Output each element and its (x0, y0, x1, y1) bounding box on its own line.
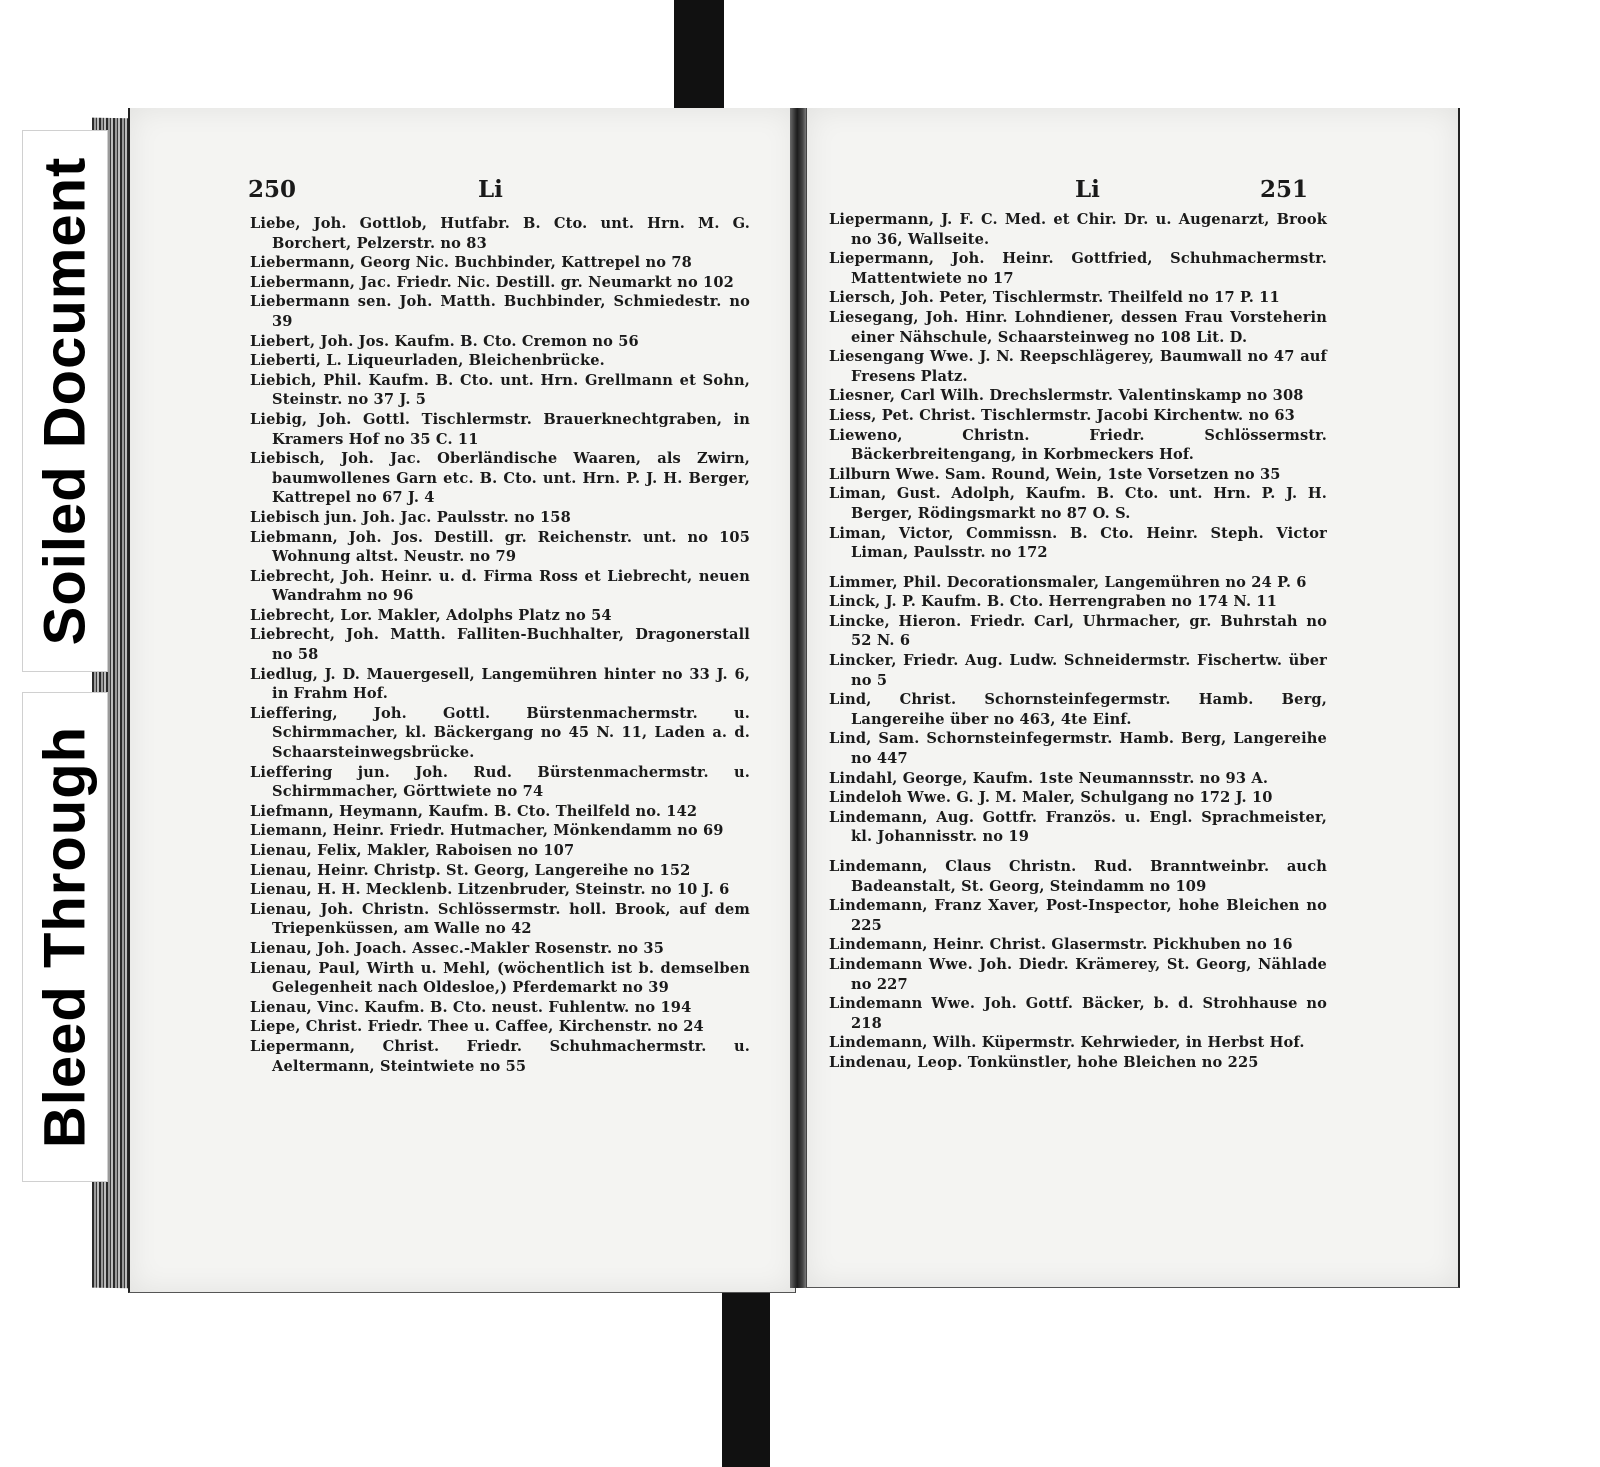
directory-entry: Lienau, Joh. Joach. Assec.-Makler Rosenstr. no 35 (250, 939, 665, 957)
directory-entry: Lindahl, George, Kaufm. 1ste Neumannsstr. no 93 A. (829, 769, 1269, 787)
bleed-through-text: Bleed Through (32, 725, 98, 1149)
directory-entry: Linck, J. P. Kaufm. B. Cto. Herrengraben no 174 N. 11 (829, 593, 1278, 611)
book-spine-bottom (722, 1268, 770, 1467)
directory-entry: Liebisch jun. Joh. Jac. Paulsstr. no 158 (250, 508, 571, 526)
directory-entry: Lienau, Felix, Makler, Raboisen no 107 (250, 842, 575, 859)
directory-entry: Liebrecht, Lor. Makler, Adolphs Platz no 54 (250, 606, 612, 624)
directory-entry: Lind, Christ. Schornsteinfegermstr. Hamb. Berg, Langereihe über no 463, 4te Einf. (829, 691, 1327, 728)
bleed-through-label (22, 692, 108, 1182)
directory-entry: Lienau, Paul, Wirth u. Mehl, (wöchentlich ist b. demselben Gelegenheit nach Oldesloe,) Pferdemarkt no 39 (250, 959, 750, 997)
directory-entry: Liesner, Carl Wilh. Drechslermstr. Valentinskamp no 308 (829, 387, 1304, 405)
directory-entry: Limmer, Phil. Decorationsmaler, Langemühren no 24 P. 6 (829, 573, 1307, 591)
directory-entry: Liepermann, Christ. Friedr. Schuhmachermstr. u. Aeltermann, Steintwiete no 55 (250, 1037, 750, 1075)
directory-entry: Lieffering, Joh. Gottl. Bürstenmachermstr. u. Schirmmacher, kl. Bäckergang no 45 N. 11, Laden a. d. Schaarsteinwegsbrücke. (250, 704, 750, 762)
directory-entry: Liemann, Heinr. Friedr. Hutmacher, Mönkendamm no 69 (250, 822, 724, 840)
directory-entry: Liebermann, Georg Nic. Buchbinder, Kattrepel no 78 (250, 254, 692, 272)
directory-entry: Liepe, Christ. Friedr. Thee u. Caffee, Kirchenstr. no 24 (250, 1018, 704, 1036)
directory-entry: Liesengang Wwe. J. N. Reepschlägerey, Baumwall no 47 auf Fresens Platz. (829, 348, 1327, 385)
directory-entry: Lindeloh Wwe. G. J. M. Maler, Schulgang no 172 J. 10 (829, 789, 1273, 807)
directory-entry: Lindemann, Wilh. Küpermstr. Kehrwieder, in Herbst Hof. (829, 1034, 1305, 1052)
directory-entry: Lieberti, L. Liqueurladen, Bleichenbrücke. (250, 352, 605, 370)
left-page (128, 108, 796, 1293)
right-page-number: 251 (1259, 176, 1308, 203)
directory-entry: Lindemann, Franz Xaver, Post-Inspector, hohe Bleichen no 225 (829, 897, 1327, 934)
left-entries (250, 214, 750, 1076)
directory-entry: Liebmann, Joh. Jos. Destill. gr. Reichenstr. unt. no 105 Wohnung altst. Neustr. no 79 (250, 528, 750, 566)
left-page-heading: Li (478, 176, 503, 203)
directory-entry: Liebisch, Joh. Jac. Oberländische Waaren, als Zwirn, baumwollenes Garn etc. B. Cto. unt. Hrn. P. J. H. Berger, Kattrepel no 67 J. 4 (250, 450, 750, 507)
directory-entry: Lindemann, Heinr. Christ. Glasermstr. Pickhuben no 16 (829, 936, 1293, 954)
soiled-document-label (22, 130, 108, 672)
right-page-heading: Li (1075, 176, 1100, 203)
directory-entry: Liedlug, J. D. Mauergesell, Langemühren hinter no 33 J. 6, in Frahm Hof. (250, 665, 750, 703)
directory-entry: Lienau, Heinr. Christp. St. Georg, Langereihe no 152 (250, 861, 691, 879)
soiled-document-text: Soiled Document (32, 156, 98, 646)
directory-entry: Lienau, Joh. Christn. Schlössermstr. holl. Brook, auf dem Triepenküssen, am Walle no 42 (250, 900, 750, 938)
directory-entry: Liebrecht, Joh. Matth. Falliten-Buchhalter, Dragonerstall no 58 (250, 626, 750, 664)
directory-entry: Lindemann Wwe. Joh. Diedr. Krämerey, St. Georg, Nählade no 227 (829, 955, 1327, 993)
directory-entry: Lilburn Wwe. Sam. Round, Wein, 1ste Vorsetzen no 35 (829, 465, 1281, 483)
directory-entry: Liebert, Joh. Jos. Kaufm. B. Cto. Cremon no 56 (250, 332, 639, 350)
directory-entry: Liebermann, Jac. Friedr. Nic. Destill. gr. Neumarkt no 102 (250, 273, 734, 291)
left-page-number: 250 (248, 176, 297, 203)
right-entries (829, 210, 1327, 1073)
directory-entry: Lindemann Wwe. Joh. Gottf. Bäcker, b. d. Strohhause no 218 (829, 995, 1327, 1032)
directory-entry: Liess, Pet. Christ. Tischlermstr. Jacobi Kirchentw. no 63 (829, 406, 1295, 424)
directory-entry: Liman, Gust. Adolph, Kaufm. B. Cto. unt. Hrn. P. J. H. Berger, Rödingsmarkt no 87 O. S. (829, 485, 1327, 522)
directory-entry: Liebig, Joh. Gottl. Tischlermstr. Brauerknechtgraben, in Kramers Hof no 35 C. 11 (250, 410, 750, 448)
right-page-header (807, 176, 1458, 206)
directory-entry: Lindenau, Leop. Tonkünstler, hohe Bleichen no 225 (829, 1053, 1259, 1071)
directory-entry: Lincke, Hieron. Friedr. Carl, Uhrmacher, gr. Buhrstah no 52 N. 6 (829, 612, 1327, 650)
directory-entry: Lienau, Vinc. Kaufm. B. Cto. neust. Fuhlentw. no 194 (250, 998, 692, 1016)
directory-entry: Lindemann, Aug. Gottfr. Französ. u. Engl. Sprachmeister, kl. Johannisstr. no 19 (829, 808, 1327, 846)
directory-entry: Lindemann, Claus Christn. Rud. Branntweinbr. auch Badeanstalt, St. Georg, Steindamm no 109 (829, 858, 1327, 895)
directory-entry: Liman, Victor, Commissn. B. Cto. Heinr. Steph. Victor Liman, Paulsstr. no 172 (829, 524, 1327, 562)
directory-entry: Liebe, Joh. Gottlob, Hutfabr. B. Cto. unt. Hrn. M. G. Borchert, Pelzerstr. no 83 (250, 215, 750, 252)
left-page-header (130, 176, 795, 206)
book-spine-top (674, 0, 724, 122)
directory-entry: Lienau, H. H. Mecklenb. Litzenbruder, Steinstr. no 10 J. 6 (250, 881, 730, 899)
directory-entry: Liepermann, Joh. Heinr. Gottfried, Schuhmachermstr. Mattentwiete no 17 (829, 250, 1327, 287)
directory-entry: Lind, Sam. Schornsteinfegermstr. Hamb. Berg, Langereihe no 447 (829, 730, 1327, 768)
directory-entry: Liebermann sen. Joh. Matth. Buchbinder, Schmiedestr. no 39 (250, 293, 750, 330)
right-page (806, 108, 1460, 1288)
directory-entry: Liersch, Joh. Peter, Tischlermstr. Theilfeld no 17 P. 11 (829, 289, 1280, 307)
directory-entry: Liebich, Phil. Kaufm. B. Cto. unt. Hrn. Grellmann et Sohn, Steinstr. no 37 J. 5 (250, 371, 750, 409)
directory-entry: Liepermann, J. F. C. Med. et Chir. Dr. u. Augenarzt, Brook no 36, Wallseite. (829, 211, 1327, 248)
directory-entry: Liefmann, Heymann, Kaufm. B. Cto. Theilfeld no. 142 (250, 802, 698, 820)
directory-entry: Lincker, Friedr. Aug. Ludw. Schneidermstr. Fischertw. über no 5 (829, 652, 1327, 689)
directory-entry: Liesegang, Joh. Hinr. Lohndiener, dessen Frau Vorsteherin einer Nähschule, Schaarsteinweg no 108 Lit. D. (829, 308, 1327, 346)
directory-entry: Liebrecht, Joh. Heinr. u. d. Firma Ross et Liebrecht, neuen Wandrahm no 96 (250, 567, 750, 605)
directory-entry: Lieffering jun. Joh. Rud. Bürstenmachermstr. u. Schirmmacher, Görttwiete no 74 (250, 763, 750, 801)
directory-entry: Lieweno, Christn. Friedr. Schlössermstr. Bäckerbreitengang, in Korbmeckers Hof. (829, 426, 1327, 464)
